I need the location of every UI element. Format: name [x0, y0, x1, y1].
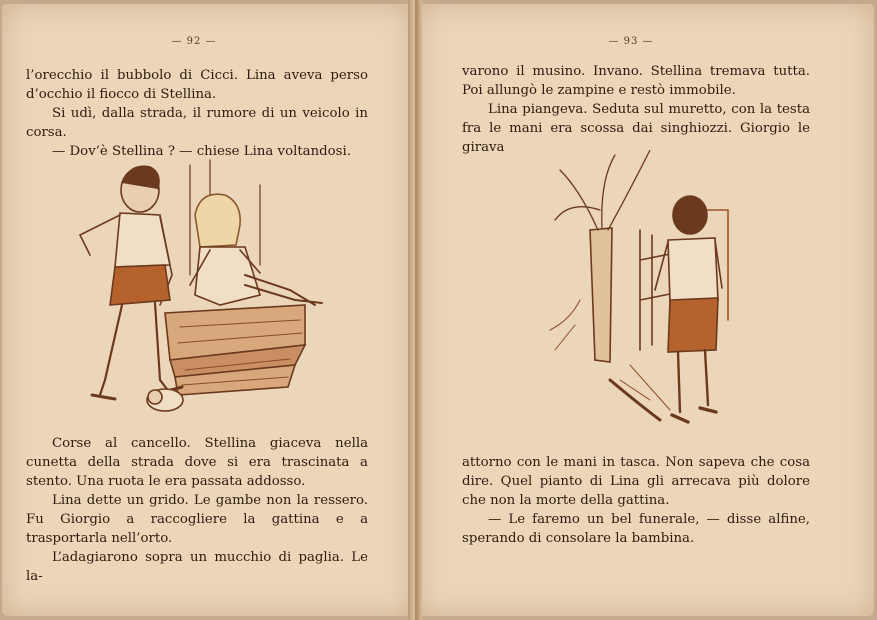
left-top-paragraph-3: — Dov’è Stellina ? — chiese Lina voltandosi. — [52, 144, 351, 159]
right-bottom-paragraph-1: attorno con le mani in tasca. Non sapeva che cosa dire. Quel pianto di Lina gli arrecava più dolore che non la morte della gattina. — [462, 455, 810, 508]
left-bottom-paragraph-1: Corse al cancello. Stellina giaceva nella cunetta della strada dove si era trascinata a stento. Una ruota le era passata addosso. — [26, 436, 368, 489]
right-top-paragraph-1: varono il musino. Invano. Stellina tremava tutta. Poi allungò le zampine e restò immobile. — [462, 64, 810, 98]
left-top-paragraph-1: l’orecchio il bubbolo di Cicci. Lina aveva perso d’occhio il fiocco di Stellina. — [26, 68, 368, 102]
left-bottom-text — [26, 434, 368, 586]
right-top-paragraph-2: Lina piangeva. Seduta sul muretto, con la testa fra le mani era scossa dai singhiozzi. Giorgio le girava — [462, 102, 810, 155]
illustration-boy-by-tree — [540, 150, 740, 435]
book-gutter — [408, 0, 422, 620]
left-top-paragraph-2: Si udì, dalla strada, il rumore di un veicolo in corsa. — [26, 106, 368, 140]
right-top-text — [462, 62, 810, 157]
page-number-left: — 92 — — [171, 36, 217, 47]
page-number-right: — 93 — — [608, 36, 654, 47]
right-bottom-paragraph-2: — Le faremo un bel funerale, — disse alfine, sperando di consolare la bambina. — [462, 512, 810, 546]
illustration-children-with-cat — [60, 155, 340, 430]
left-top-text — [26, 66, 368, 161]
left-bottom-paragraph-2: Lina dette un grido. Le gambe non la ressero. Fu Giorgio a raccogliere la gattina e a trasportarla nell’orto. — [26, 493, 368, 546]
right-bottom-text — [462, 453, 810, 548]
left-bottom-paragraph-3: L’adagiarono sopra un mucchio di paglia. Le la- — [26, 550, 368, 584]
